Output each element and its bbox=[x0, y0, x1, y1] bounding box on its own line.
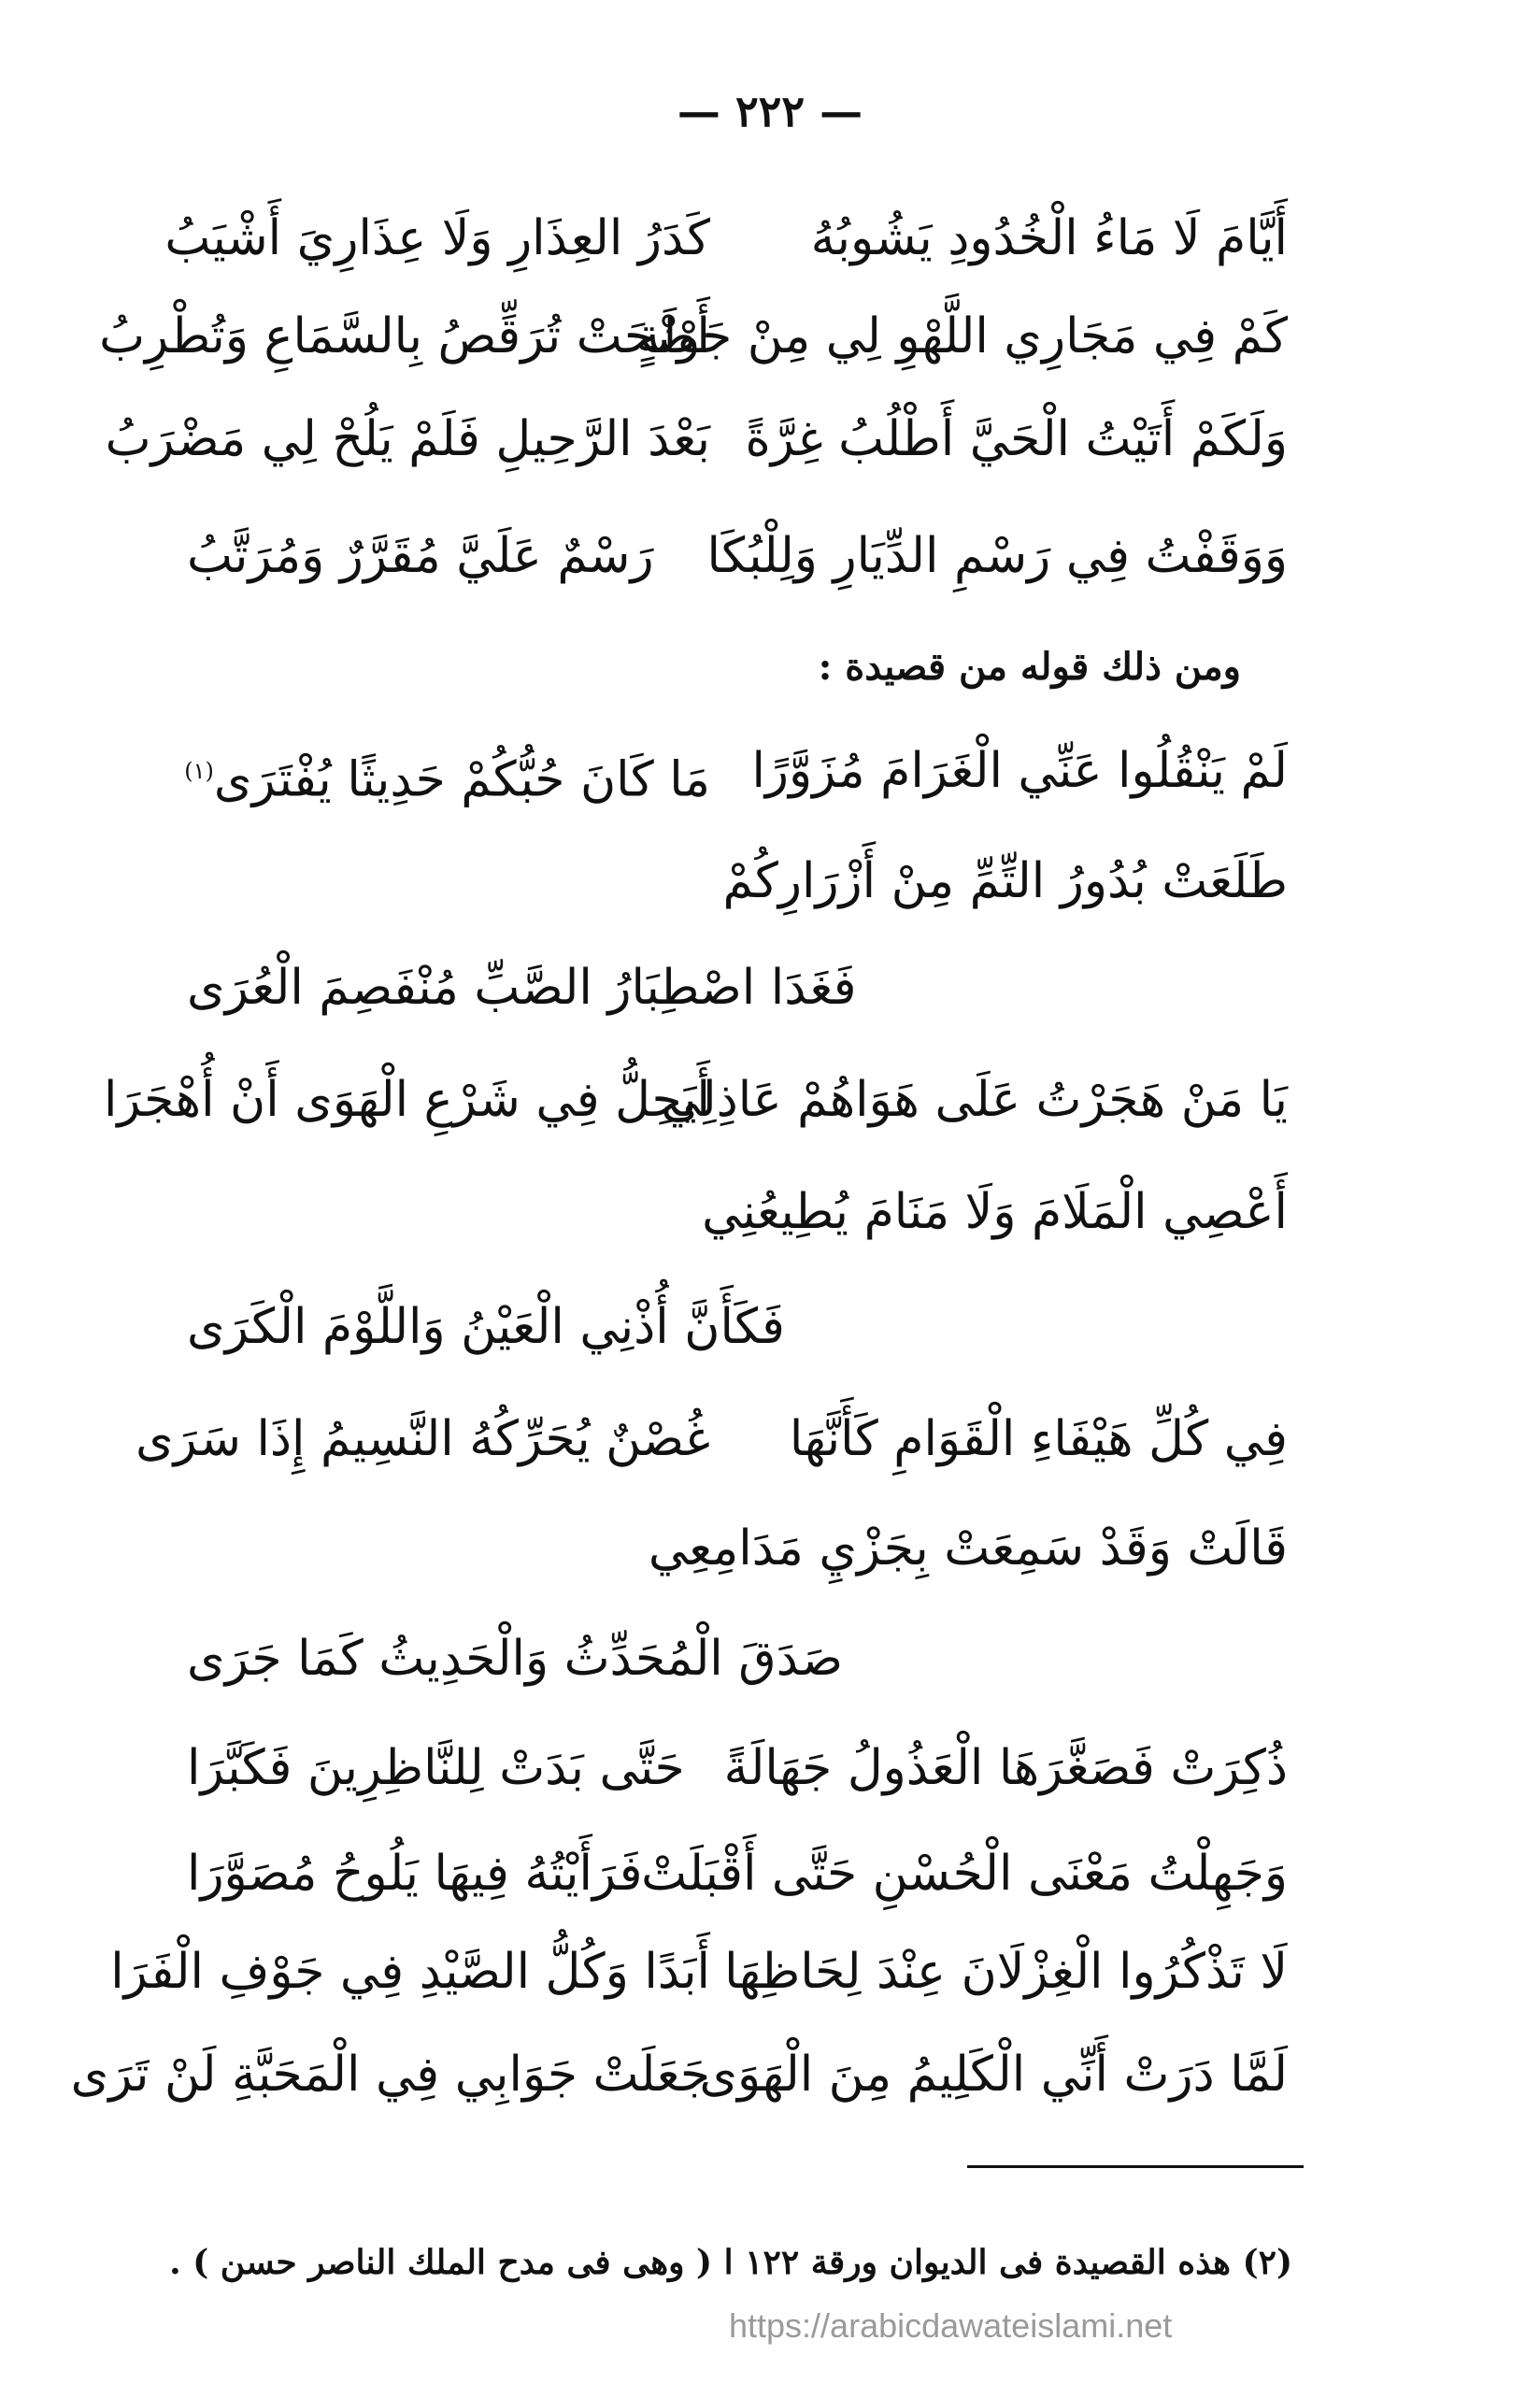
hemistich-first: لَا تَذْكُرُوا الْغِزْلَانَ عِنْدَ لِحَاظِهَا bbox=[724, 1944, 1288, 2000]
line-end: فَغَدَا اصْطِبَارُ الصَّبِّ مُنْفَصِمَ الْعُرَى bbox=[187, 960, 857, 1016]
line-start: أَعْصِي الْمَلَامَ وَلَا مَنَامَ يُطِيعُنِي bbox=[702, 1184, 1288, 1240]
hemistich-second: فَرَأَيْتُهُ فِيهَا يَلُوحُ مُصَوَّرَا bbox=[187, 1846, 643, 1902]
line-start: قَالَتْ وَقَدْ سَمِعَتْ بِجَزْيِ مَدَامِعِي bbox=[648, 1520, 1288, 1577]
line-start: طَلَعَتْ بُدُورُ التِّمِّ مِنْ أَزْرَارِكُمْ bbox=[722, 853, 1288, 909]
hemistich-first: كَمْ فِي مَجَارِي اللَّهْوِ لِي مِنْ جَوْلَةٍ bbox=[635, 308, 1288, 364]
couplet bbox=[105, 392, 1288, 486]
hemistich-first: فِي كُلِّ هَيْفَاءِ الْقَوَامِ كَأَنَّهَا bbox=[789, 1411, 1288, 1467]
couplet bbox=[110, 1925, 1288, 2019]
page-number: — ٢٢٢ — bbox=[677, 86, 863, 136]
watermark-url[interactable]: https://arabicdawateislami.net bbox=[729, 2306, 1173, 2345]
couplet bbox=[187, 1827, 1288, 1920]
hemistich-second: أَضْحَتْ تُرَقِّصُ بِالسَّمَاعِ وَتُطْرِبُ bbox=[99, 308, 710, 364]
refrain-line bbox=[187, 1280, 1288, 1374]
footnote-marker: (١) bbox=[184, 758, 214, 784]
hemistich-second: كَدَرُ العِذَارِ وَلَا عِذَارِيَ أَشْيَبُ bbox=[164, 210, 710, 266]
couplet bbox=[164, 192, 1288, 285]
refrain-line bbox=[187, 1165, 1288, 1259]
hemistich-first: وَلَكَمْ أَتَيْتُ الْحَيَّ أَطْلُبُ غِرَّةً bbox=[745, 411, 1288, 467]
intro-line: ومن ذلك قوله من قصيدة : bbox=[818, 645, 1241, 689]
refrain-line bbox=[187, 1502, 1288, 1595]
hemistich-first: لَمْ يَنْقُلُوا عَنِّي الْغَرَامَ مُزَوَّرًا bbox=[751, 743, 1288, 799]
hemistich-second: أَبَدًا وَكُلُّ الصَّيْدِ فِي جَوْفِ الْفَرَا bbox=[110, 1944, 710, 2000]
couplet bbox=[184, 724, 1288, 818]
hemistich-first: وَجَهِلْتُ مَعْنَى الْحُسْنِ حَتَّى أَقْبَلَتْ bbox=[641, 1846, 1288, 1902]
couplet bbox=[187, 1721, 1288, 1815]
couplet bbox=[103, 1053, 1288, 1147]
footnote: (٢) هذه القصيدة فى الديوان ورقة ١٢٢ ا ( وهى فى مدح الملك الناصر حسن ) . bbox=[169, 2243, 1292, 2282]
hemistich-first: لَمَّا دَرَتْ أَنِّي الْكَلِيمُ مِنَ الْهَوَى bbox=[699, 2047, 1288, 2103]
hemistich-second bbox=[184, 724, 710, 826]
hemistich-second: حَتَّى بَدَتْ لِلنَّاظِرِينَ فَكَبَّرَا bbox=[187, 1740, 685, 1796]
hemistich-second: أَيَحِلُّ فِي شَرْعِ الْهَوَى أَنْ أُهْجَرَا bbox=[103, 1072, 710, 1128]
line-end: فَكَأَنَّ أُذْنِي الْعَيْنُ وَاللَّوْمَ الْكَرَى bbox=[187, 1299, 785, 1355]
couplet bbox=[135, 1392, 1288, 1486]
hemistich-first: يَا مَنْ هَجَرْتُ عَلَى هَوَاهُمْ عَاذِلِي bbox=[661, 1072, 1288, 1128]
refrain-line bbox=[187, 1612, 1288, 1705]
couplet bbox=[99, 290, 1288, 383]
couplet bbox=[70, 2028, 1288, 2121]
hemistich-text: مَا كَانَ حُبُّكُمْ حَدِيثًا يُفْتَرَى bbox=[213, 751, 710, 808]
line-end: صَدَقَ الْمُحَدِّثُ وَالْحَدِيثُ كَمَا جَرَى bbox=[187, 1631, 844, 1687]
hemistich-second: رَسْمٌ عَلَيَّ مُقَرَّرٌ وَمُرَتَّبُ bbox=[187, 528, 654, 584]
hemistich-first: وَوَقَفْتُ فِي رَسْمِ الدِّيَارِ وَلِلْبُكَا bbox=[706, 528, 1288, 584]
hemistich-first: أَيَّامَ لَا مَاءُ الْخُدُودِ يَشُوبُهُ bbox=[810, 210, 1288, 266]
couplet bbox=[187, 509, 1288, 603]
footnote-divider bbox=[967, 2165, 1304, 2168]
refrain-line bbox=[187, 941, 1288, 1035]
hemistich-first: ذُكِرَتْ فَصَغَّرَهَا الْعَذُولُ جَهَالَةً bbox=[723, 1740, 1288, 1796]
refrain-line bbox=[187, 835, 1288, 928]
hemistich-second: بَعْدَ الرَّحِيلِ فَلَمْ يَلُحْ لِي مَضْرَبُ bbox=[105, 411, 710, 467]
hemistich-second: غُصْنٌ يُحَرِّكُهُ النَّسِيمُ إِذَا سَرَى bbox=[135, 1411, 710, 1467]
hemistich-second: جَعَلَتْ جَوَابِي فِي الْمَحَبَّةِ لَنْ تَرَى bbox=[70, 2047, 710, 2103]
